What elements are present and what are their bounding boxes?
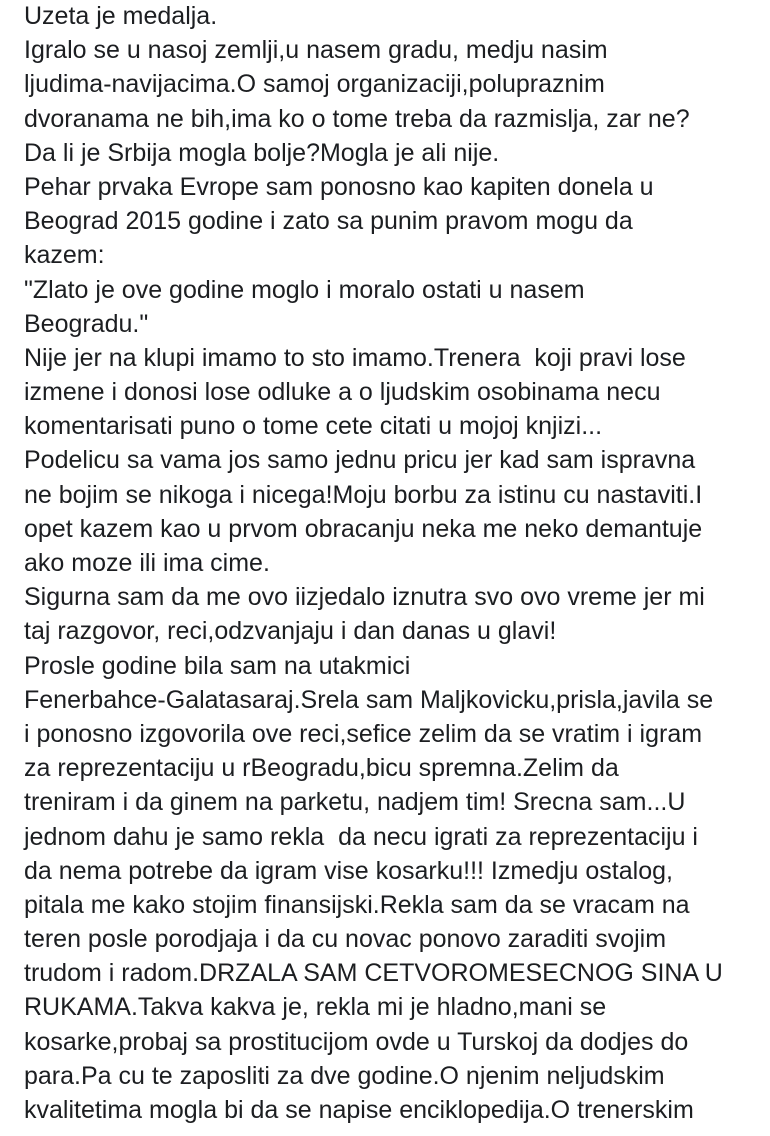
post-text-line: taj razgovor, reci,odzvanjaju i dan danas u glavi! <box>24 617 557 646</box>
post-text-line: Beogradu." <box>24 309 149 338</box>
post-text-line: ne bojim se nikoga i nicega!Moju borbu za istinu cu nastaviti.I <box>24 480 703 509</box>
post-text-line: Podelicu sa vama jos samo jednu pricu jer kad sam ispravna <box>24 446 696 475</box>
post-text-line: Sigurna sam da me ovo iizjedalo iznutra svo ovo vreme jer mi <box>24 583 705 612</box>
post-text-line: Fenerbahce-Galatasaraj.Srela sam Maljkovicku,prisla,javila se <box>24 685 714 714</box>
post-text-line: Igralo se u nasoj zemlji,u nasem gradu, medju nasim <box>24 36 608 65</box>
post-text-line: Nije jer na klupi imamo to sto imamo.Trenera koji pravi lose <box>24 343 686 372</box>
post-text-line: Da li je Srbija mogla bolje?Mogla je ali nije. <box>24 138 500 167</box>
post-text-line: ljudima-navijacima.O samoj organizaciji,polupraznim <box>24 70 605 99</box>
post-text-line: treniram i da ginem na parketu, nadjem tim! Srecna sam...U <box>24 788 686 817</box>
post-text-line: za reprezentaciju u rBeogradu,bicu spremna.Zelim da <box>24 754 619 783</box>
post-text-line: kazem: <box>24 241 105 270</box>
post-text-line: dvoranama ne bih,ima ko o tome treba da razmislja, zar ne? <box>24 104 690 133</box>
post-text-line: RUKAMA.Takva kakva je, rekla mi je hladno,mani se <box>24 993 607 1022</box>
post-text-line: kvalitetima mogla bi da se napise enciklopedija.O trenerskim <box>24 1096 694 1124</box>
post-text-line: komentarisati puno o tome cete citati u mojoj knjizi... <box>24 412 603 441</box>
post-body <box>24 0 768 1127</box>
post-text-line: para.Pa cu te zaposliti za dve godine.O njenim neljudskim <box>24 1061 665 1090</box>
post-text-line: opet kazem kao u prvom obracanju neka me neko demantuje <box>24 514 703 543</box>
post-text-line: kosarke,probaj sa prostitucijom ovde u Turskoj da dodjes do <box>24 1027 689 1056</box>
post-text-line: da nema potrebe da igram vise kosarku!!! Izmedju ostalog, <box>24 856 673 885</box>
post-text-line: trudom i radom.DRZALA SAM CETVOROMESECNOG SINA U <box>24 959 723 988</box>
post-text-line: ako moze ili ima cime. <box>24 549 270 577</box>
post-text-line: pitala me kako stojim finansijski.Rekla sam da se vracam na <box>24 890 690 919</box>
post-text-line: teren posle porodjaja i da cu novac ponovo zaraditi svojim <box>24 925 667 954</box>
post-text-line: "Zlato je ove godine moglo i moralo ostati u nasem <box>24 275 585 304</box>
post-text-line: jednom dahu je samo rekla da necu igrati za reprezentaciju i <box>24 822 698 851</box>
post-text-line: izmene i donosi lose odluke a o ljudskim osobinama necu <box>24 378 661 407</box>
post-text-line: i ponosno izgovorila ove reci,sefice zelim da se vratim i igram <box>24 719 703 748</box>
post-text-line: Uzeta je medalja. <box>24 2 218 30</box>
post-text-line: Prosle godine bila sam na utakmici <box>24 651 411 680</box>
post-text-line: Pehar prvaka Evrope sam ponosno kao kapiten donela u <box>24 172 654 201</box>
post-text-line: Beograd 2015 godine i zato sa punim pravom mogu da <box>24 207 633 236</box>
